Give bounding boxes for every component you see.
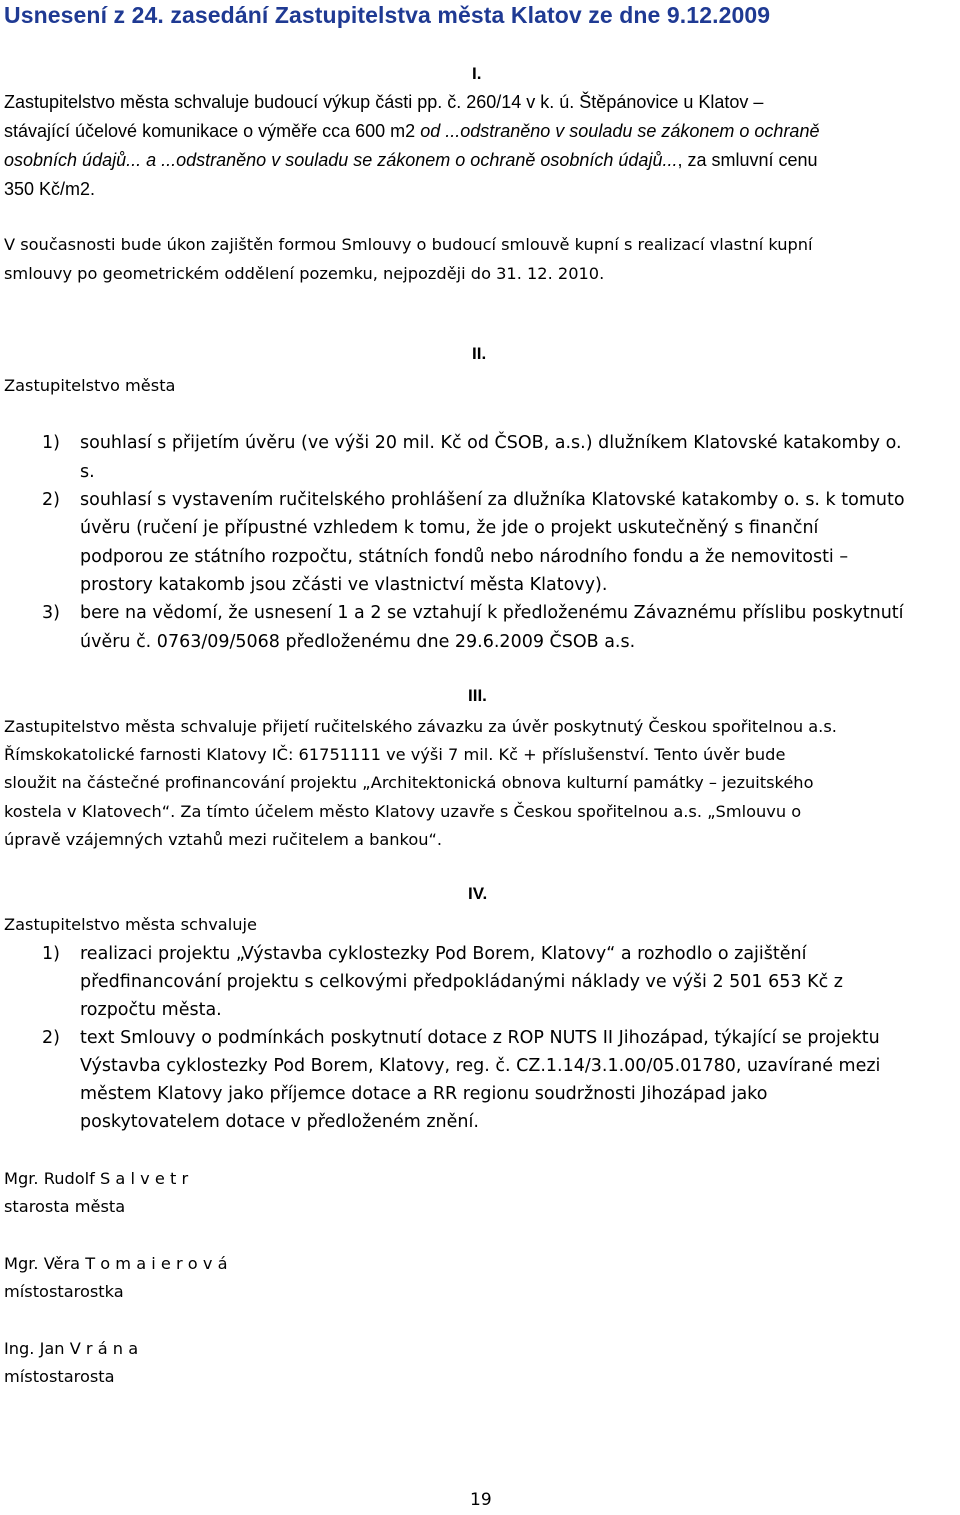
signature-name-3: Ing. Jan V r á n a bbox=[4, 1339, 139, 1358]
list-item-line: souhlasí s vystavením ručitelského prohlášení za dlužníka Klatovské katakomby o. s. k tomuto bbox=[80, 490, 905, 510]
section-1-para2-line-2: smlouvy po geometrickém oddělení pozemku, nejpozději do 31. 12. 2010. bbox=[4, 264, 605, 283]
list-item-line: s. bbox=[80, 462, 95, 482]
signature-role-1: starosta města bbox=[4, 1197, 126, 1216]
signature-name-1: Mgr. Rudolf S a l v e t r bbox=[4, 1169, 189, 1188]
section-1-redacted-text-1: od ...odstraněno v souladu se zákonem o ochraně bbox=[420, 121, 820, 141]
section-3-line-2: Římskokatolické farnosti Klatovy IČ: 61751111 ve výši 7 mil. Kč + příslušenství. Tento úvěr bude bbox=[4, 745, 786, 764]
section-2-heading: II. bbox=[472, 344, 487, 363]
list-item-line: rozpočtu města. bbox=[80, 1000, 222, 1020]
page-number: 19 bbox=[470, 1490, 492, 1510]
list-item-line: prostory katakomb jsou zčásti ve vlastnictví města Klatovy). bbox=[80, 575, 608, 595]
list-item-number: 1) bbox=[42, 944, 60, 964]
signature-role-3: místostarosta bbox=[4, 1367, 115, 1386]
section-3-line-3: sloužit na částečné profinancování projektu „Architektonická obnova kulturní památky – jezuitského bbox=[4, 773, 814, 792]
section-1-line-4: 350 Kč/m2. bbox=[4, 179, 96, 199]
list-item-line: souhlasí s přijetím úvěru (ve výši 20 mil. Kč od ČSOB, a.s.) dlužníkem Klatovské katakomby o. bbox=[80, 433, 902, 453]
signature-role-2: místostarostka bbox=[4, 1282, 124, 1301]
section-1-line-2-text: stávající účelové komunikace o výměře cca 600 m2 bbox=[4, 121, 421, 141]
signature-name-2: Mgr. Věra T o m a i e r o v á bbox=[4, 1254, 228, 1273]
list-item-line: poskytovatelem dotace v předloženém znění. bbox=[80, 1112, 479, 1132]
section-1-para2-line-1: V současnosti bude úkon zajištěn formou Smlouvy o budoucí smlouvě kupní s realizací vlastní kupní bbox=[4, 235, 813, 254]
section-4-heading: IV. bbox=[468, 884, 488, 903]
section-1-line-1: Zastupitelstvo města schvaluje budoucí výkup části pp. č. 260/14 v k. ú. Štěpánovice u Klatov – bbox=[4, 92, 764, 112]
list-item-line: předfinancování projektu s celkovými předpokládanými náklady ve výši 2 501 653 Kč z bbox=[80, 972, 843, 992]
section-3-heading: III. bbox=[468, 686, 487, 705]
section-1-heading: I. bbox=[472, 64, 482, 83]
document-title: Usnesení z 24. zasedání Zastupitelstva města Klatov ze dne 9.12.2009 bbox=[4, 2, 771, 28]
section-4-intro: Zastupitelstvo města schvaluje bbox=[4, 915, 257, 934]
section-1-line-3 bbox=[4, 146, 818, 174]
list-item-line: úvěru č. 0763/09/5068 předloženému dne 29.6.2009 ČSOB a.s. bbox=[80, 632, 636, 652]
list-item-line: text Smlouvy o podmínkách poskytnutí dotace z ROP NUTS II Jihozápad, týkající se projektu bbox=[80, 1028, 880, 1048]
list-item-line: úvěru (ručení je přípustné vzhledem k tomu, že jde o projekt uskutečněný s finanční bbox=[80, 518, 819, 538]
section-1-redacted-text-2: osobních údajů... a ...odstraněno v souladu se zákonem o ochraně osobních údajů... bbox=[4, 150, 678, 170]
section-1-line-3-text: , za smluvní cenu bbox=[677, 150, 818, 170]
list-item-number: 2) bbox=[42, 490, 60, 510]
list-item-line: podporou ze státního rozpočtu, státních fondů nebo národního fondu a že nemovitosti – bbox=[80, 547, 849, 567]
section-3-line-1: Zastupitelstvo města schvaluje přijetí ručitelského závazku za úvěr poskytnutý Českou spořitelnou a.s. bbox=[4, 717, 837, 736]
section-2-intro: Zastupitelstvo města bbox=[4, 376, 176, 395]
list-item-line: městem Klatovy jako příjemce dotace a RR regionu soudržnosti Jihozápad jako bbox=[80, 1084, 768, 1104]
section-3-line-4: kostela v Klatovech“. Za tímto účelem město Klatovy uzavře s Českou spořitelnou a.s. „Smlouvu o bbox=[4, 802, 802, 821]
list-item-line: realizaci projektu „Výstavba cyklostezky Pod Borem, Klatovy“ a rozhodlo o zajištění bbox=[80, 944, 807, 964]
list-item-line: bere na vědomí, že usnesení 1 a 2 se vztahují k předloženému Závaznému příslibu poskytnutí bbox=[80, 603, 904, 623]
section-1-line-2 bbox=[4, 117, 819, 145]
section-3-line-5: úpravě vzájemných vztahů mezi ručitelem a bankou“. bbox=[4, 830, 443, 849]
list-item-number: 1) bbox=[42, 433, 60, 453]
list-item-number: 3) bbox=[42, 603, 60, 623]
list-item-number: 2) bbox=[42, 1028, 60, 1048]
list-item-line: Výstavba cyklostezky Pod Borem, Klatovy, reg. č. CZ.1.14/3.1.00/05.01780, uzavírané mezi bbox=[80, 1056, 881, 1076]
